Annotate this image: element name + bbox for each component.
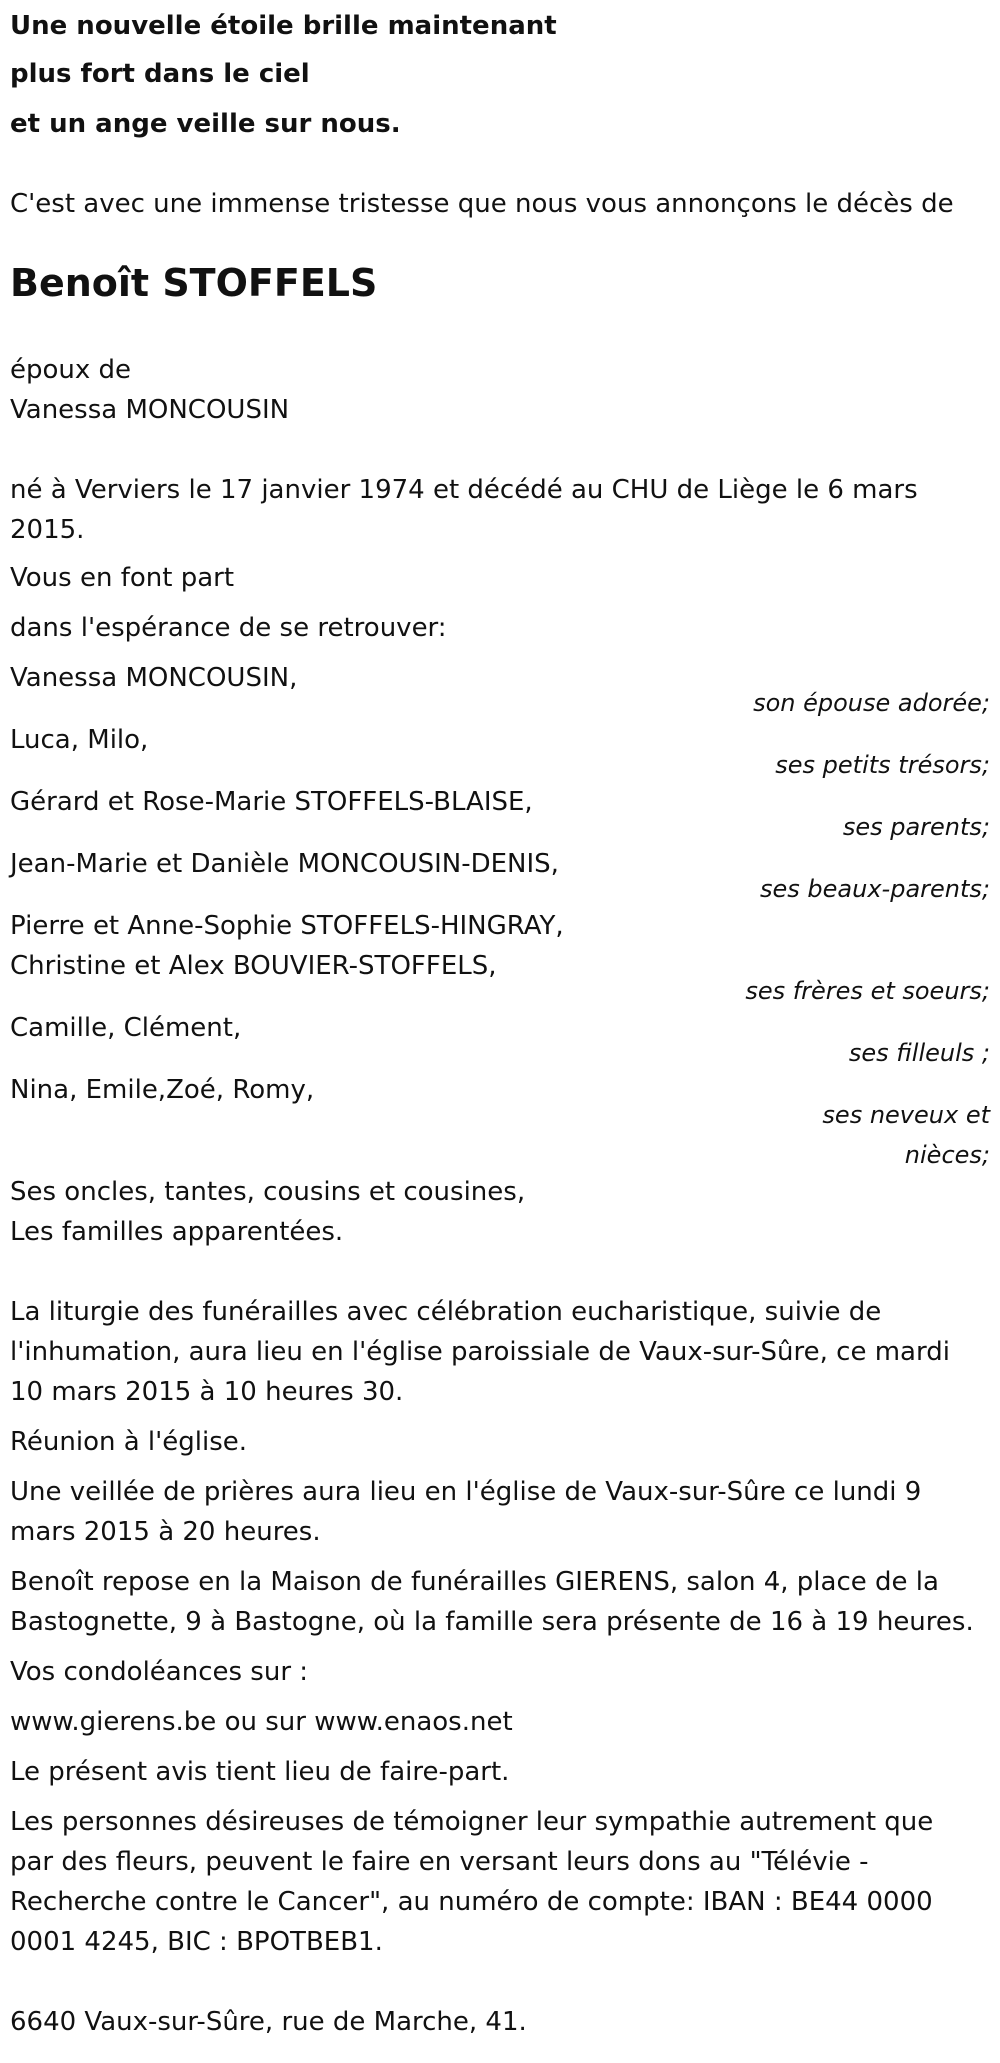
donations-line-2: par des fleurs, peuvent le faire en versant leurs dons au "Télévie -	[10, 1847, 869, 1877]
family-role: ses neveux et	[822, 1101, 990, 1129]
address-text: 6640 Vaux-sur-Sûre, rue de Marche, 41.	[10, 2007, 527, 2037]
family-names: Gérard et Rose-Marie STOFFELS-BLAISE,	[10, 787, 533, 817]
family-names: Camille, Clément,	[10, 1013, 242, 1043]
spouse-name: Vanessa MONCOUSIN	[10, 395, 290, 425]
condolences-sites[interactable]: www.gierens.be ou sur www.enaos.net	[10, 1707, 513, 1737]
liturgy-line-3: 10 mars 2015 à 10 heures 30.	[10, 1377, 404, 1407]
family-names-2: Christine et Alex BOUVIER-STOFFELS,	[10, 951, 497, 981]
birth-death-line-1: né à Verviers le 17 janvier 1974 et décédé au CHU de Liège le 6 mars	[10, 475, 918, 505]
family-names: Pierre et Anne-Sophie STOFFELS-HINGRAY,	[10, 911, 564, 941]
repose-line-1: Benoît repose en la Maison de funérailles GIERENS, salon 4, place de la	[10, 1567, 939, 1597]
poem-line-2: plus fort dans le ciel	[10, 59, 310, 89]
family-role: ses filleuls ;	[848, 1039, 990, 1067]
announce-line-2: dans l'espérance de se retrouver:	[10, 613, 447, 643]
family-role: ses parents;	[842, 813, 990, 841]
intro-text: C'est avec une immense tristesse que nous vous annonçons le décès de	[10, 189, 954, 219]
condolences-label: Vos condoléances sur :	[10, 1657, 309, 1687]
vigil-line-1: Une veillée de prières aura lieu en l'église de Vaux-sur-Sûre ce lundi 9	[10, 1477, 922, 1507]
family-names: Vanessa MONCOUSIN,	[10, 663, 298, 693]
donations-line-3: Recherche contre le Cancer", au numéro de compte: IBAN : BE44 0000	[10, 1887, 933, 1917]
birth-death-line-2: 2015.	[10, 515, 85, 545]
poem-line-3: et un ange veille sur nous.	[10, 109, 401, 139]
donations-line-1: Les personnes désireuses de témoigner leur sympathie autrement que	[10, 1807, 934, 1837]
relatives-line-2: Les familles apparentées.	[10, 1217, 344, 1247]
poem-line-1: Une nouvelle étoile brille maintenant	[10, 11, 557, 41]
family-role: ses beaux-parents;	[760, 875, 990, 903]
family-names: Jean-Marie et Danièle MONCOUSIN-DENIS,	[10, 849, 559, 879]
announce-line-1: Vous en font part	[10, 563, 235, 593]
liturgy-line-2: l'inhumation, aura lieu en l'église paroissiale de Vaux-sur-Sûre, ce mardi	[10, 1337, 950, 1367]
spouse-label: époux de	[10, 355, 132, 385]
reunion-text: Réunion à l'église.	[10, 1427, 248, 1457]
vigil-line-2: mars 2015 à 20 heures.	[10, 1517, 321, 1547]
family-role-2: nièces;	[904, 1141, 990, 1169]
family-role: son épouse adorée;	[753, 689, 990, 717]
family-role: ses petits trésors;	[775, 751, 990, 779]
liturgy-line-1: La liturgie des funérailles avec célébration eucharistique, suivie de	[10, 1297, 882, 1327]
deceased-name: Benoît STOFFELS	[10, 261, 378, 305]
relatives-line-1: Ses oncles, tantes, cousins et cousines,	[10, 1177, 526, 1207]
repose-line-2: Bastognette, 9 à Bastogne, où la famille sera présente de 16 à 19 heures.	[10, 1607, 974, 1637]
family-role: ses frères et soeurs;	[745, 977, 990, 1005]
notice-text: Le présent avis tient lieu de faire-part.	[10, 1757, 510, 1787]
donations-line-4: 0001 4245, BIC : BPOTBEB1.	[10, 1927, 383, 1957]
family-names: Luca, Milo,	[10, 725, 149, 755]
family-names: Nina, Emile,Zoé, Romy,	[10, 1075, 315, 1105]
